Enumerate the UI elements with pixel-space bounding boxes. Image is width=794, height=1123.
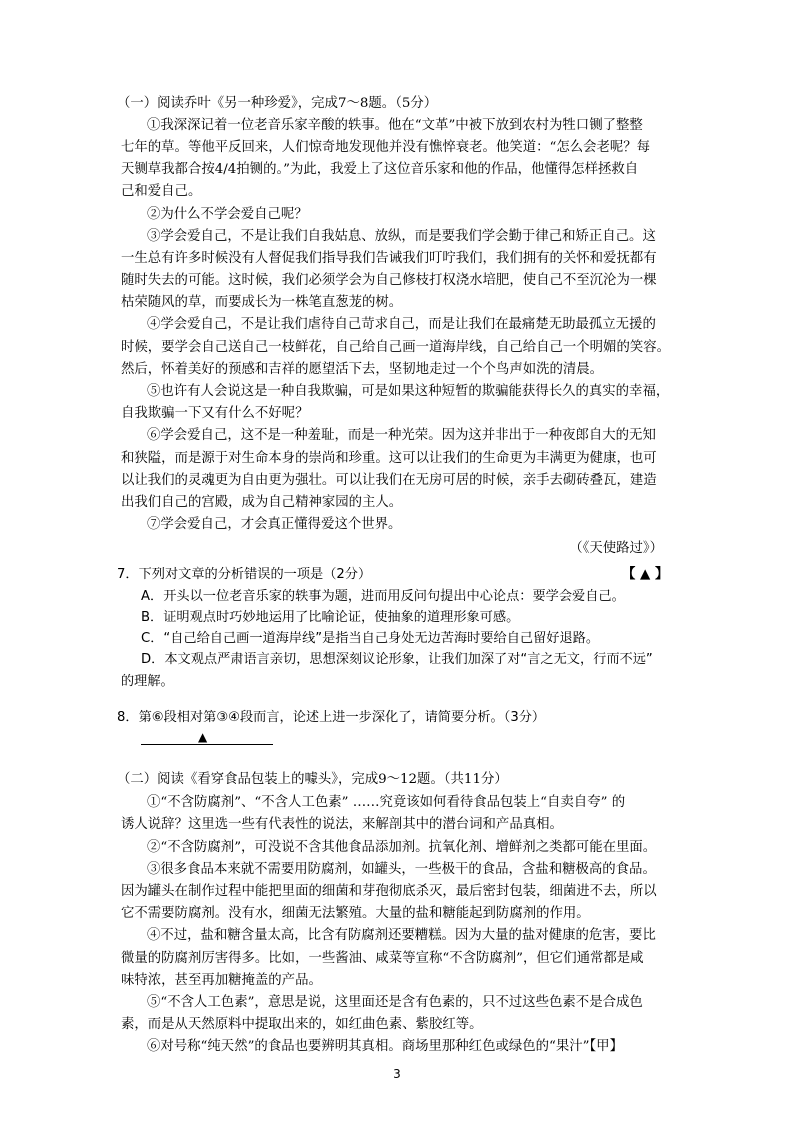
passage1-line: 以让我们的灵魂更为自由更为强壮。可以让我们在无房可居的时候，亲手去砌砖叠瓦，建造 xyxy=(121,473,657,488)
passage1-line: 自我欺骗一下又有什么不好呢？ xyxy=(121,406,309,421)
q8-answer-mark: ▲ xyxy=(198,730,208,744)
passage2-line: 素，而是从天然原料中提取出来的，如红曲色素、紫胶红等。 xyxy=(121,1017,483,1032)
passage1-line: ①我深深记着一位老音乐家辛酸的轶事。他在“文革”中被下放到农村为牲口铡了整整 xyxy=(147,118,643,133)
passage2-line: 诱人说辞？这里选一些有代表性的说法，来解剖其中的潜台词和产品真相。 xyxy=(121,817,563,832)
passage2-line: ⑥对号称“纯天然”的食品也要辨明其真相。商场里那种红色或绿色的“果汁”【甲】 xyxy=(147,1039,623,1054)
passage1-line: 一生总有许多时候没有人督促我们指导我们告诫我们叮咛我们，我们拥有的关怀和爱抚都有 xyxy=(121,251,657,266)
passage2-line: 因为罐头在制作过程中能把里面的细菌和芽孢彻底杀灭，最后密封包装，细菌进不去，所以 xyxy=(121,884,657,899)
passage1-line: ⑥学会爱自己，这不是一种羞耻，而是一种光荣。因为这并非出于一种夜郎自大的无知 xyxy=(147,428,656,443)
passage2-heading: （二）阅读《看穿食品包装上的噱头》，完成9～12题。（共11分） xyxy=(117,772,508,787)
passage1-line: 七年的草。等他平反回来，人们惊奇地发现他并没有憔悴衰老。他笑道：“怎么会老呢？每 xyxy=(121,140,651,155)
passage1-line: 然后，怀着美好的预感和吉祥的愿望活下去，坚韧地走过一个个鸟声如洗的清晨。 xyxy=(121,362,604,377)
passage1-line: 枯荣随风的草，而要成长为一株笔直葱茏的树。 xyxy=(121,295,403,310)
passage2-line: ⑤“不含人工色素”，意思是说，这里面还是含有色素的，只不过这些色素不是合成色 xyxy=(147,995,643,1010)
q8-stem: 8．第⑥段相对第③④段而言，论述上进一步深化了，请简要分析。（3分） xyxy=(117,710,546,725)
passage2-line: ④不过，盐和糖含量太高，比含有防腐剂还要糟糕。因为大量的盐对健康的危害，要比 xyxy=(147,928,656,943)
q7-option-d: D．本文观点严肃语言亲切，思想深刻议论形象，让我们加深了对“言之无文，行而不远” xyxy=(141,652,653,667)
q7-option-a: A．开头以一位老音乐家的轶事为题，进而用反问句提出中心论点：要学会爱自己。 xyxy=(141,589,625,604)
q7-option-b: B．证明观点时巧妙地运用了比喻论证，使抽象的道理形象可感。 xyxy=(141,610,520,625)
q7-stem: 7．下列对文章的分析错误的一项是（2分） xyxy=(117,567,372,582)
passage1-line: ②为什么不学会爱自己呢？ xyxy=(147,207,308,222)
passage1-line: 己和爱自己。 xyxy=(121,184,202,199)
q7-option-c: C．“自己给自己画一道海岸线”是指当自己身处无边苦海时要给自己留好退路。 xyxy=(141,631,600,646)
q7-answer-box[interactable]: 【 ▲ 】 xyxy=(622,567,669,582)
passage2-line: 微量的防腐剂厉害得多。比如，一些酱油、咸菜等宣称“不含防腐剂”，但它们通常都是咸 xyxy=(121,951,644,966)
passage1-line: ④学会爱自己，不是让我们虐待自己苛求自己，而是让我们在最痛楚无助最孤立无援的 xyxy=(147,317,656,332)
passage1-line: ⑦学会爱自己，才会真正懂得爱这个世界。 xyxy=(147,517,402,532)
passage1-line: 出我们自己的宫殿，成为自己精神家园的主人。 xyxy=(121,495,403,510)
passage2-line: 它不需要防腐剂。没有水，细菌无法繁殖。大量的盐和糖能起到防腐剂的作用。 xyxy=(121,906,590,921)
passage1-line: 时候，要学会自己送自己一枝鲜花，自己给自己画一道海岸线，自己给自己一个明媚的笑容。 xyxy=(121,340,671,355)
passage1-heading: （一）阅读乔叶《另一种珍爱》，完成7～8题。（5分） xyxy=(117,96,438,111)
passage2-line: ③很多食品本来就不需要用防腐剂，如罐头，一些极干的食品，含盐和糖极高的食品。 xyxy=(147,862,656,877)
passage1-line: 和狭隘，而是源于对生命本身的崇尚和珍重。这可以让我们的生命更为丰满更为健康，也可 xyxy=(121,451,657,466)
passage2-line: ②“不含防腐剂”，可没说不含其他食品添加剂。抗氧化剂、增鲜剂之类都可能在里面。 xyxy=(147,840,657,855)
passage1-line: 随时失去的可能。这时候，我们必须学会为自己修枝打权浇水培肥，使自己不至沉沦为一棵 xyxy=(121,273,657,288)
q8-answer-line[interactable] xyxy=(141,744,273,745)
passage2-line: ①“不含防腐剂”、“不含人工色素” ……究竟该如何看待食品包装上“自卖自夸” 的 xyxy=(147,795,626,810)
passage2-line: 味特浓，甚至再加糖掩盖的产品。 xyxy=(121,973,322,988)
q7-option-d-cont: 的理解。 xyxy=(121,674,174,689)
page-number: 3 xyxy=(393,1067,401,1081)
passage1-line: ③学会爱自己，不是让我们自我姑息、放纵，而是要我们学会勤于律己和矫正自己。这 xyxy=(147,229,656,244)
passage1-line: ⑤也许有人会说这是一种自我欺骗，可是如果这种短暂的欺骗能获得长久的真实的幸福， xyxy=(147,384,670,399)
passage1-source: （《天使路过》） xyxy=(569,541,663,556)
passage1-line: 天铡草我都合按4/4拍铡的。”为此，我爱上了这位音乐家和他的作品，他懂得怎样拯救自 xyxy=(121,162,639,177)
